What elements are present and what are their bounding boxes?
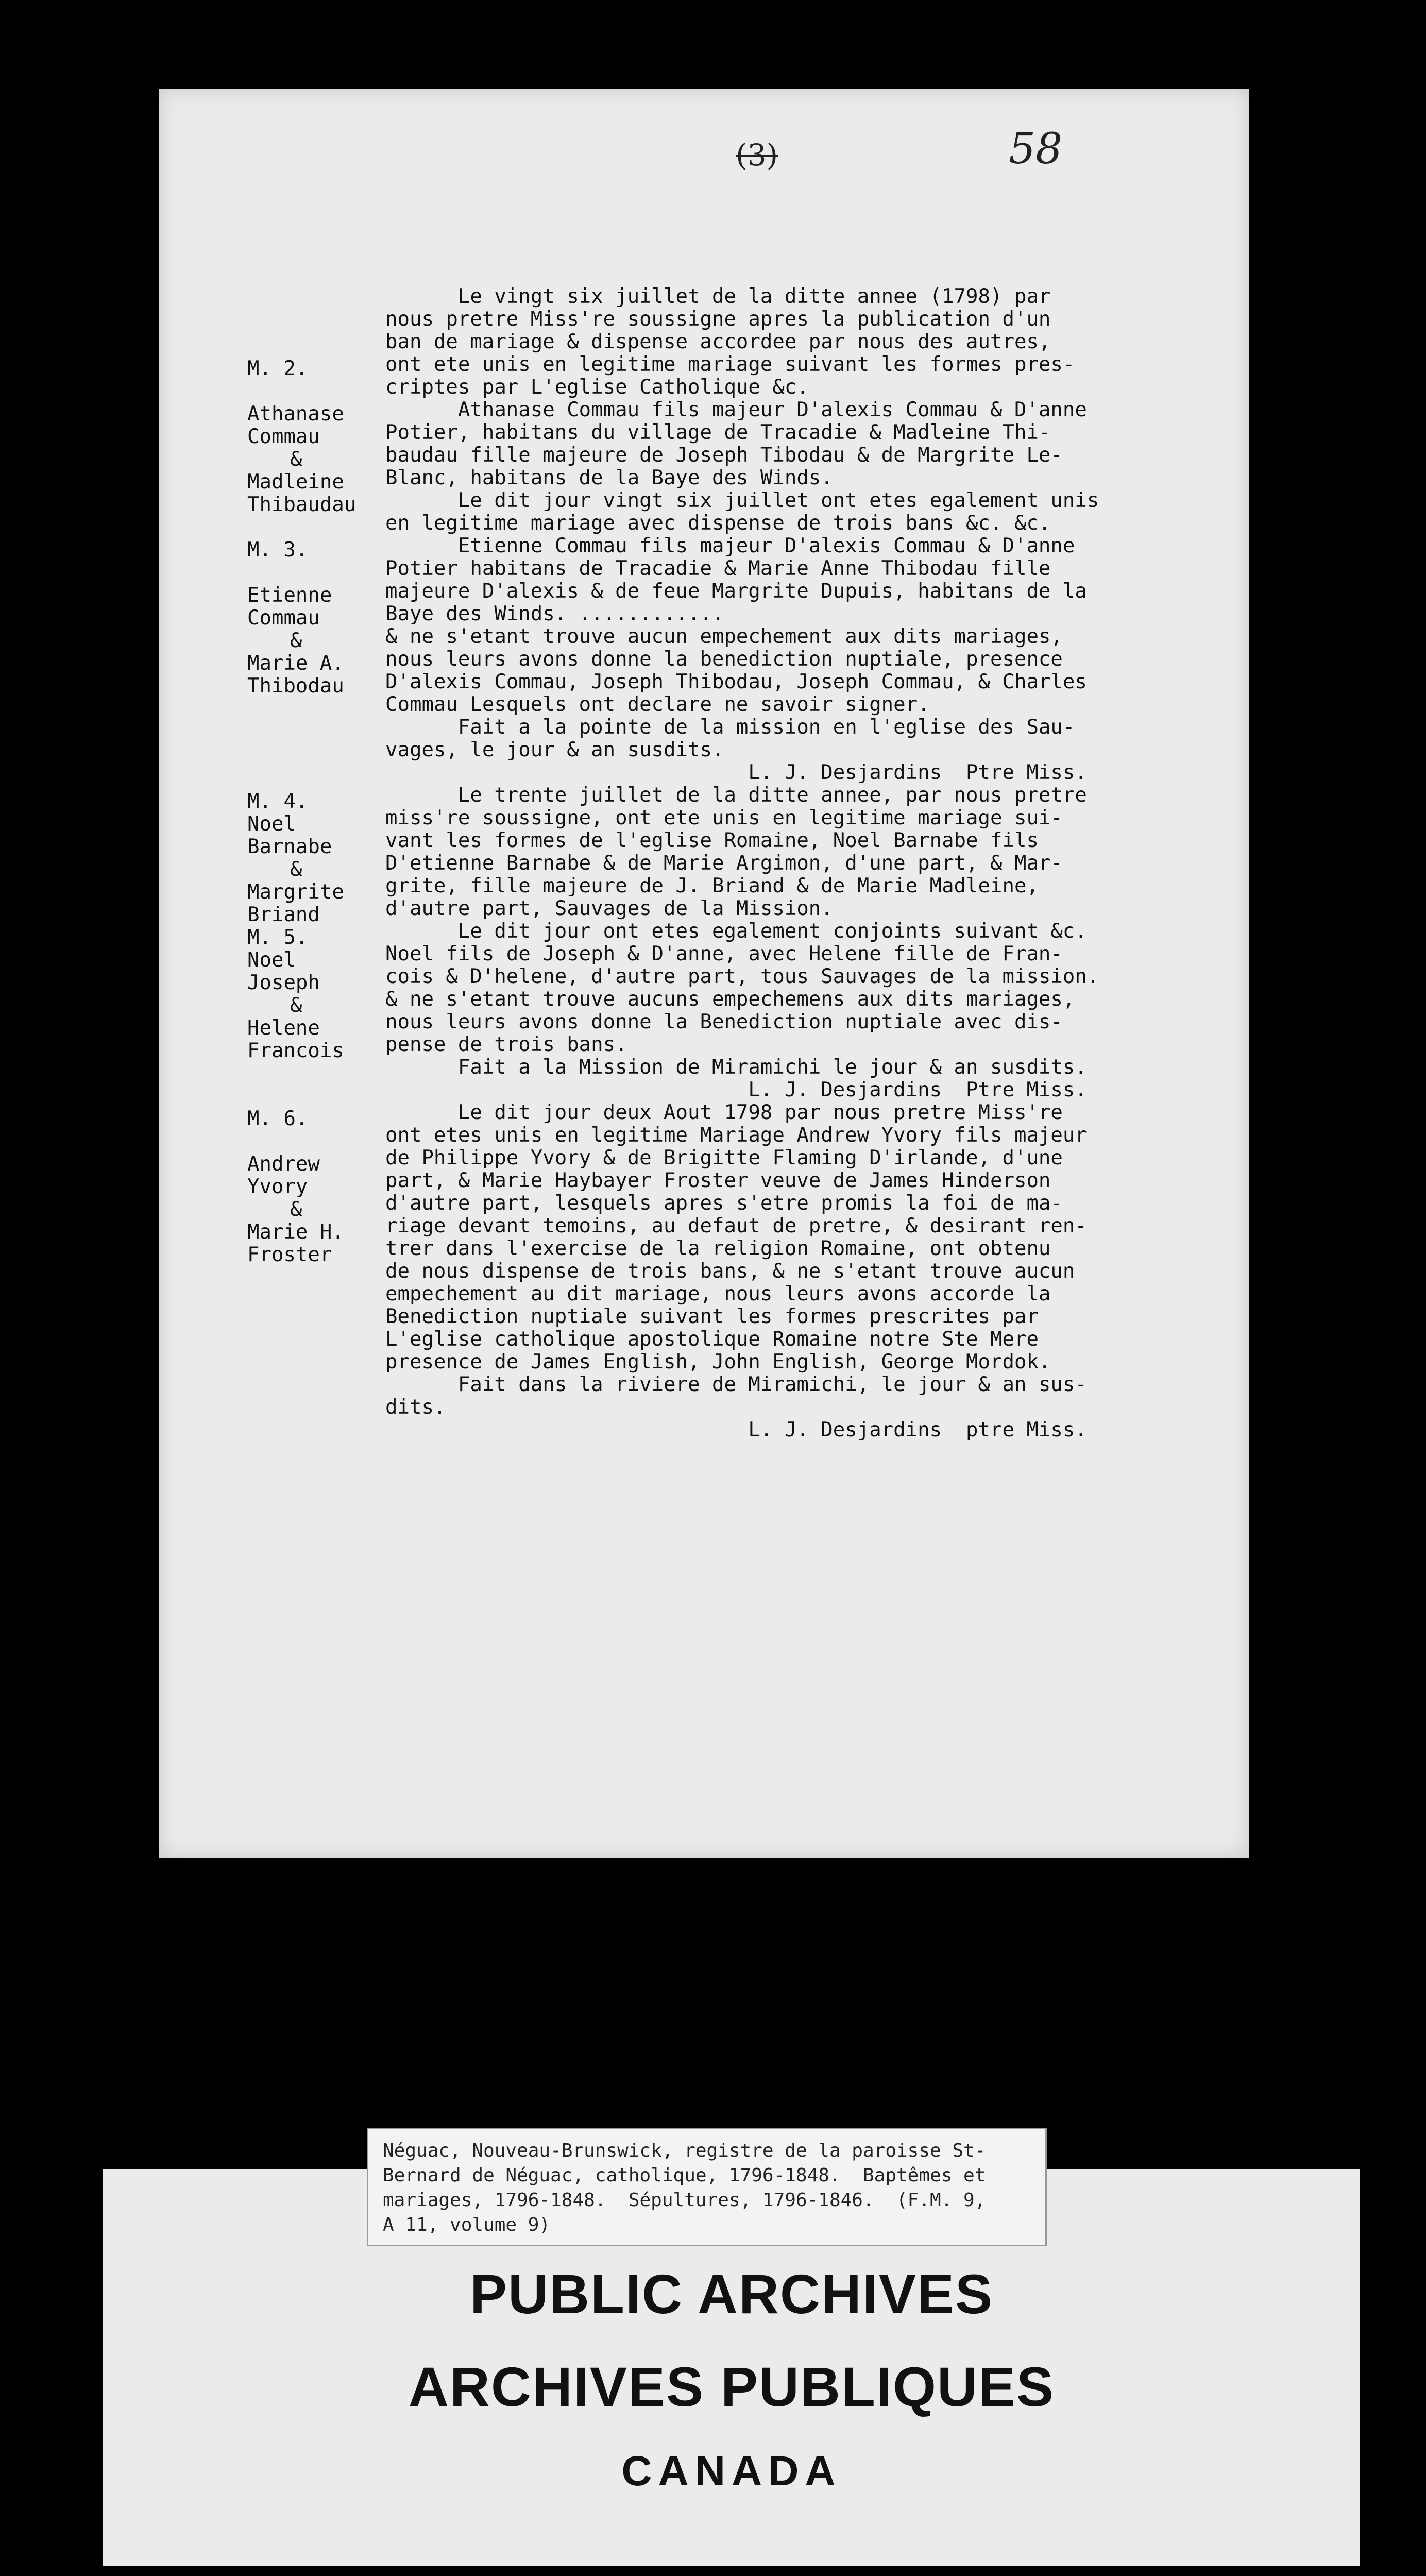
- body-line: cois & D'helene, d'autre part, tous Sauvages de la mission.: [385, 965, 1099, 988]
- label-line: Bernard de Néguac, catholique, 1796-1848. Baptêmes et: [383, 2165, 986, 2186]
- margin-note: M. 2.: [247, 357, 308, 380]
- body-line: ban de mariage & dispense accordee par nous des autres,: [385, 330, 1051, 353]
- body-line: Noel fils de Joseph & D'anne, avec Helene fille de Fran-: [385, 942, 1063, 965]
- body-line: Le dit jour deux Aout 1798 par nous pretre Miss're: [385, 1101, 1063, 1124]
- body-line: trer dans l'exercise de la religion Romaine, ont obtenu: [385, 1237, 1051, 1260]
- label-line: A 11, volume 9): [383, 2214, 551, 2235]
- margin-note: Andrew: [247, 1153, 320, 1176]
- body-line: majeure D'alexis & de feue Margrite Dupuis, habitans de la: [385, 580, 1087, 603]
- margin-note: Joseph: [247, 971, 320, 994]
- body-line: L. J. Desjardins Ptre Miss.: [385, 761, 1087, 784]
- body-line: de Philippe Yvory & de Brigitte Flaming D'irlande, d'une: [385, 1146, 1063, 1170]
- margin-note: Athanase: [247, 402, 344, 426]
- label-line: mariages, 1796-1848. Sépultures, 1796-1846. (F.M. 9,: [383, 2190, 986, 2211]
- margin-note: Noel: [247, 948, 296, 972]
- body-line: nous leurs avons donne la Benediction nuptiale avec dis-: [385, 1010, 1063, 1033]
- margin-note: Madleine: [247, 470, 344, 494]
- body-line: nous pretre Miss're soussigne apres la publication d'un: [385, 308, 1051, 331]
- margin-note: Barnabe: [247, 835, 332, 858]
- folio-number: 58: [1009, 125, 1063, 174]
- body-line: de nous dispense de trois bans, & ne s'etant trouve aucun: [385, 1260, 1075, 1283]
- body-line: Le vingt six juillet de la ditte annee (1798) par: [385, 285, 1051, 308]
- body-line: nous leurs avons donne la benediction nuptiale, presence: [385, 648, 1063, 671]
- margin-note: Marie A.: [247, 652, 344, 675]
- margin-note: Etienne: [247, 584, 332, 607]
- stamp-line-country: CANADA: [621, 2448, 842, 2495]
- margin-note: Yvory: [247, 1175, 308, 1198]
- body-line: L'eglise catholique apostolique Romaine notre Ste Mere: [385, 1328, 1039, 1351]
- body-line: L. J. Desjardins ptre Miss.: [385, 1418, 1087, 1442]
- body-line: Potier, habitans du village de Tracadie & Madleine Thi-: [385, 421, 1051, 444]
- body-line: riage devant temoins, au defaut de pretre, & desirant ren-: [385, 1214, 1087, 1238]
- body-line: L. J. Desjardins Ptre Miss.: [385, 1078, 1087, 1101]
- body-line: miss're soussigne, ont ete unis en legitime mariage sui-: [385, 806, 1063, 829]
- document-page: [159, 89, 1249, 1858]
- body-line: Fait dans la riviere de Miramichi, le jour & an sus-: [385, 1373, 1087, 1396]
- stamp-line-english: PUBLIC ARCHIVES: [469, 2263, 994, 2325]
- margin-note: Briand: [247, 903, 320, 926]
- body-line: presence de James English, John English, George Mordok.: [385, 1350, 1051, 1374]
- body-line: Athanase Commau fils majeur D'alexis Commau & D'anne: [385, 398, 1087, 421]
- margin-note: &: [290, 629, 302, 652]
- margin-note: Commau: [247, 425, 320, 448]
- body-line: ont etes unis en legitime Mariage Andrew Yvory fils majeur: [385, 1124, 1087, 1147]
- body-line: grite, fille majeure de J. Briand & de Marie Madleine,: [385, 874, 1039, 897]
- margin-note: &: [290, 448, 302, 471]
- body-line: Le trente juillet de la ditte annee, par nous pretre: [385, 784, 1087, 807]
- archive-reference-label: [367, 2128, 1047, 2246]
- body-line: d'autre part, Sauvages de la Mission.: [385, 897, 833, 920]
- body-line: Baye des Winds. ............: [385, 602, 724, 625]
- body-line: Le dit jour vingt six juillet ont etes egalement unis: [385, 489, 1099, 512]
- margin-note: Francois: [247, 1039, 344, 1062]
- body-line: Etienne Commau fils majeur D'alexis Commau & D'anne: [385, 534, 1075, 557]
- margin-note: Commau: [247, 606, 320, 630]
- margin-note: Noel: [247, 812, 296, 836]
- body-line: D'alexis Commau, Joseph Thibodau, Joseph Commau, & Charles: [385, 670, 1087, 693]
- body-line: en legitime mariage avec dispense de trois bans &c. &c.: [385, 512, 1051, 535]
- body-line: Benediction nuptiale suivant les formes prescrites par: [385, 1305, 1039, 1328]
- body-line: empechement au dit mariage, nous leurs avons accorde la: [385, 1282, 1051, 1306]
- body-line: D'etienne Barnabe & de Marie Argimon, d'une part, & Mar-: [385, 852, 1063, 875]
- stamp-line-french: ARCHIVES PUBLIQUES: [408, 2355, 1055, 2418]
- margin-note: M. 4.: [247, 790, 308, 813]
- body-line: dits.: [385, 1396, 446, 1419]
- body-line: Commau Lesquels ont declare ne savoir signer.: [385, 693, 930, 716]
- body-line: criptes par L'eglise Catholique &c.: [385, 376, 809, 399]
- body-line: & ne s'etant trouve aucuns empechemens aux dits mariages,: [385, 988, 1075, 1011]
- body-line: Fait a la pointe de la mission en l'eglise des Sau-: [385, 716, 1075, 739]
- body-line: Blanc, habitans de la Baye des Winds.: [385, 466, 833, 489]
- body-line: ont ete unis en legitime mariage suivant les formes pres-: [385, 353, 1075, 376]
- label-line: Néguac, Nouveau-Brunswick, registre de la paroisse St-: [383, 2140, 986, 2161]
- margin-note: &: [290, 1198, 302, 1221]
- body-line: Potier habitans de Tracadie & Marie Anne Thibodau fille: [385, 557, 1051, 580]
- body-line: vages, le jour & an susdits.: [385, 738, 724, 761]
- body-line: part, & Marie Haybayer Froster veuve de James Hinderson: [385, 1169, 1051, 1192]
- margin-note: Froster: [247, 1243, 332, 1266]
- body-line: Le dit jour ont etes egalement conjoints suivant &c.: [385, 920, 1087, 943]
- body-line: pense de trois bans.: [385, 1033, 627, 1056]
- margin-note: &: [290, 994, 302, 1017]
- margin-note: Thibaudau: [247, 493, 356, 516]
- margin-note: M. 6.: [247, 1107, 308, 1130]
- body-line: vant les formes de l'eglise Romaine, Noel Barnabe fils: [385, 829, 1039, 852]
- margin-note: M. 5.: [247, 926, 308, 949]
- body-line: Fait a la Mission de Miramichi le jour & an susdits.: [385, 1056, 1087, 1079]
- body-line: d'autre part, lesquels apres s'etre promis la foi de ma-: [385, 1192, 1063, 1215]
- margin-note: Thibodau: [247, 674, 344, 698]
- margin-note: Margrite: [247, 880, 344, 904]
- margin-note: Helene: [247, 1016, 320, 1040]
- body-line: baudau fille majeure de Joseph Tibodau & de Margrite Le-: [385, 444, 1063, 467]
- page-number: (3): [736, 138, 778, 173]
- margin-note: &: [290, 858, 302, 881]
- margin-note: M. 3.: [247, 538, 308, 562]
- body-line: & ne s'etant trouve aucun empechement aux dits mariages,: [385, 625, 1063, 648]
- margin-note: Marie H.: [247, 1221, 344, 1244]
